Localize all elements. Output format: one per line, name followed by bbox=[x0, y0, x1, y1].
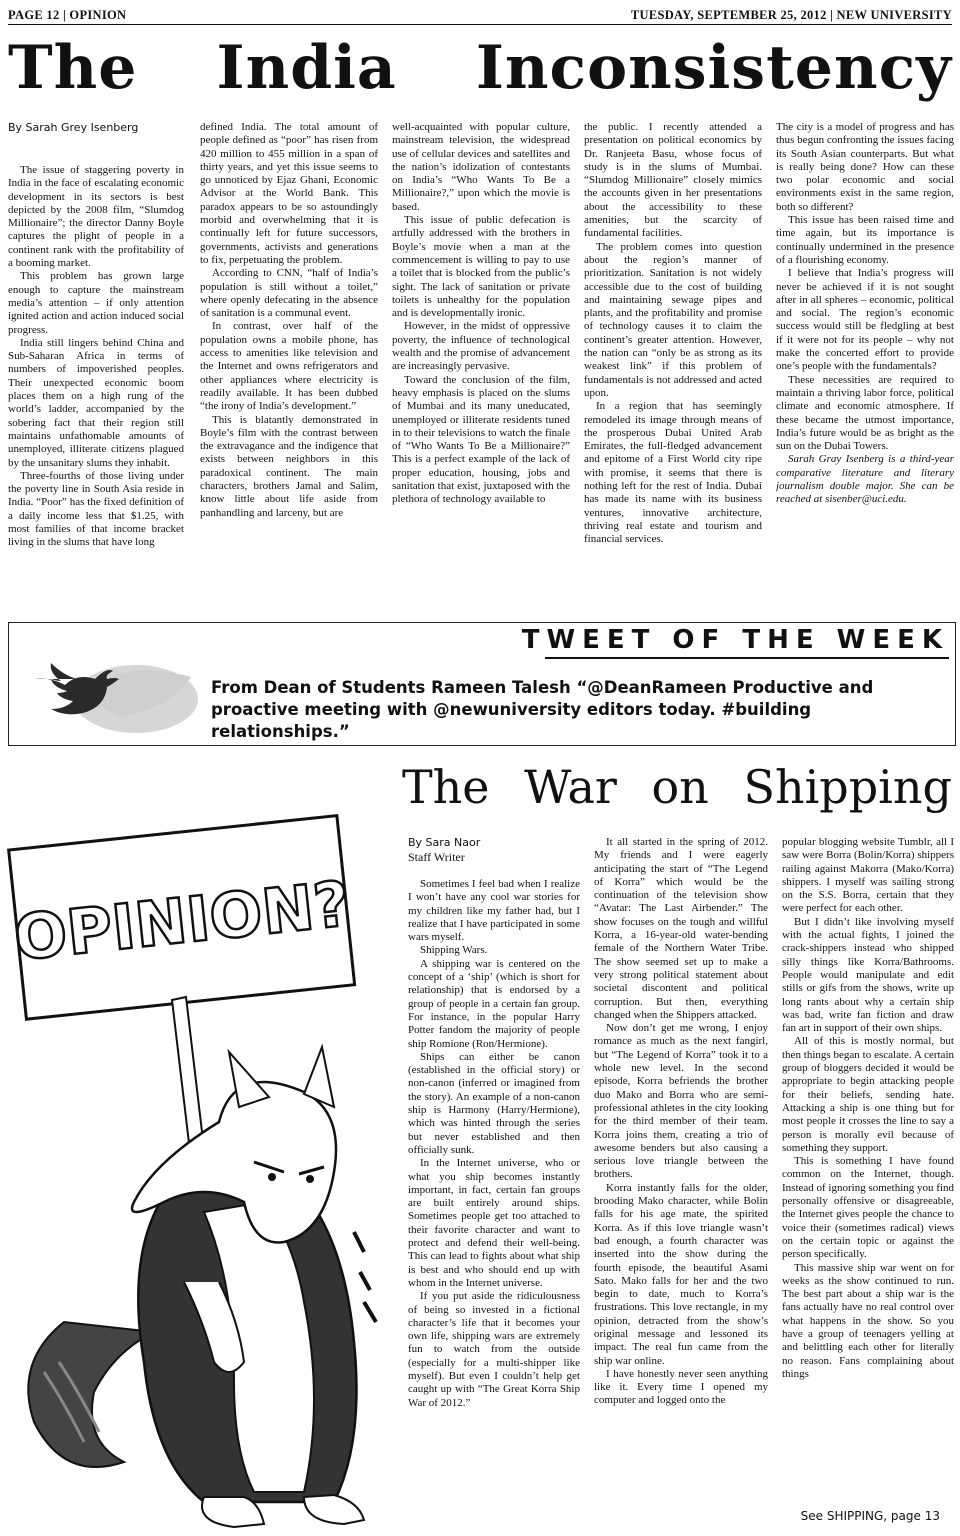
headline-word: Inconsistency bbox=[475, 33, 952, 103]
tweet-title-underline bbox=[545, 657, 949, 659]
paragraph: A shipping war is centered on the concept of a ‘ship’ (which is short for relationship) that is endorsed by a group of people in a certain fan group. For instance, in the popular Harry Potter fandom the majority of people ship Romione (Ron/Hermione). bbox=[408, 957, 580, 1050]
section-label: PAGE 12 | OPINION bbox=[8, 8, 127, 22]
paragraph: In the Internet universe, who or what you ship becomes instantly important, in fact, certain fan groups are built entirely around ships. Sometimes people get too attached to their favorite character and want to protect and defend their well-being. This can lead to fights about what ship is best and who should end up with whom in the Internet universe. bbox=[408, 1157, 580, 1289]
paragraph: The city is a model of progress and has thus begun confronting the issues facing its South Asian counterparts. But what is really being done? How can these two polar economic and social environments exist in the same region, both so different? bbox=[776, 121, 954, 213]
article2-column-2 bbox=[594, 836, 768, 1520]
paragraph: This massive ship war went on for weeks as the show continued to run. The best part about a ship war is the fans actually have no real control over what happens in the show. So you have a group of teenagers yelling at and belittling each other for literally no reason. Fans complaining about things bbox=[782, 1261, 954, 1380]
headline-word: Shipping bbox=[743, 760, 952, 814]
paragraph: This is blatantly demonstrated in Boyle’s film with the contrast between the extravagance and the indigence that exists between neighbors in this paradoxical continent. The main characters, brothers Jamal and Salim, know little about life aside from panhandling and larceny, but are bbox=[200, 413, 378, 519]
paragraph: well-acquainted with popular culture, mainstream television, the widespread use of cellular devices and satellites and the nation’s idolization of contestants on India’s “Who Wants To Be a Millionaire?,” upon which the movie is based. bbox=[392, 121, 570, 213]
article1-column-5 bbox=[776, 121, 954, 615]
paragraph: If you put aside the ridiculousness of being so invested in a fictional character’s life that it becomes your own life, shipping wars are extremely fun to watch from the outside (especially for a multi-shipper like myself). But even I couldn’t help get caught up with “The Great Korra Ship War of 2012.” bbox=[408, 1290, 580, 1409]
tweet-text: From Dean of Students Rameen Talesh “@DeanRameen Productive and proactive meeting with @newuniversity editors today. #building relationships.” bbox=[211, 678, 874, 741]
paragraph: However, in the midst of oppressive poverty, the influence of technological wealth and the promise of advancement are increasingly pervasive. bbox=[392, 320, 570, 373]
headline-word: The bbox=[402, 760, 490, 814]
paragraph: Now don’t get me wrong, I enjoy romance as much as the next fangirl, but “The Legend of Korra” took it to a whole new level. In the second episode, Korra befriends the brother duo Mako and Borra who are semi-professional athletes in the city looking for the third member of their team. Korra joins them, creating a trio of awesome benders but also causing a serious love triangle between the brothers. bbox=[594, 1022, 768, 1181]
paragraph: defined India. The total amount of people defined as “poor” has risen from 420 million to 455 million in a span of thirty years, and yet this issue seems to go unnoticed by Ejaz Ghani, Economic Advisor at the World Bank. This paradox appears to be so astoundingly morbid and overwhelming that it is continually left for future successors, governments, activists and generations to fix, perpetuating the problem. bbox=[200, 121, 378, 266]
paragraph: The issue of staggering poverty in India in the face of escalating economic development in its sectors is best depicted by the 2008 film, “Slumdog Millionaire”; the director Danny Boyle captures the plight of people in a continent rank with the profitability of a booming market. bbox=[8, 164, 184, 270]
paragraph: I have honestly never seen anything like it. Every time I opened my computer and logged onto the bbox=[594, 1367, 768, 1407]
paragraph: popular blogging website Tumblr, all I saw were Borra (Bolin/Korra) shippers railing against Makorra (Mako/Korra) shippers. I myself was sailing strong on the S.S. Borra, certain that they were perfect for each other. bbox=[782, 836, 954, 915]
paragraph: Three-fourths of those living under the poverty line in South Asia reside in India. “Poor” has the fixed definition of a daily income less that $1.25, with most families of that income bracket living in the slums that have long bbox=[8, 469, 184, 549]
continued-jump-line: See SHIPPING, page 13 bbox=[800, 1509, 940, 1523]
opinion-anteater-cartoon bbox=[4, 762, 404, 1532]
header-rule bbox=[8, 24, 952, 25]
byline-role: Staff Writer bbox=[408, 850, 465, 864]
paragraph: All of this is mostly normal, but then things began to escalate. A certain group of bloggers decided it would be appropriate to begin attacking people for their beliefs, sending hate. Attacking a ship is one thing but for most people it crosses the line to say a person is morally evil because of something they support. bbox=[782, 1035, 954, 1154]
article2-byline bbox=[408, 836, 584, 864]
paragraph: Korra instantly falls for the older, brooding Mako character, while Bolin falls for his age mate, the spirited Korra. As if this love triangle wasn’t bad enough, a fourth character was inserted into the show during the fourth episode, the beautiful Asami Sato. Mako falls for her and the two begin to date, much to Korra’s frustrations. This love rectangle, in my opinion, detracted from the show’s original message and lessoned its impact. The real fun came from the ship war online. bbox=[594, 1181, 768, 1367]
sign-text: OPINION? bbox=[10, 866, 354, 975]
article1-headline bbox=[8, 28, 952, 108]
paragraph: I believe that India’s progress will never be achieved if it is not sought after in all spheres – economic, political and social. The region’s economic success would still be fledgling at best if it were not for its people – why not make the concerted effort to provide one’s people with the fundamentals? bbox=[776, 267, 954, 373]
paragraph: According to CNN, “half of India’s population is still without a toilet,” where openly defecating in the absence of sanitation is a communal event. bbox=[200, 267, 378, 320]
headline-word: War bbox=[524, 760, 617, 814]
paragraph: India still lingers behind China and Sub-Saharan Africa in terms of numbers of impoverished peoples. Their unexpected economic boom places them on a high rung of the world’s ladder, accompanied by the sobering fact that their region still maintains unfathomable amounts of unemployed, illiterate citizens plagued by the unsanitary slums they inhabit. bbox=[8, 336, 184, 469]
article1-column-2 bbox=[200, 121, 378, 613]
paragraph: This issue has been raised time and time again, but its importance is continually undermined in the presence of a flourishing economy. bbox=[776, 214, 954, 266]
paragraph: the public. I recently attended a presentation on political economics by Dr. Ranjeeta Basu, whose focus of study is in the slums of Mumbai. “Slumdog Millionaire” closely mimics the accounts given in her presentations about the accessibility to these amenities, but the scarcity of fundamental facilities. bbox=[584, 121, 762, 240]
byline-name: By Sara Naor bbox=[408, 836, 481, 849]
paragraph: This problem has grown large enough to capture the mainstream media’s attention – if only attention ignited action and action induced social progress. bbox=[8, 270, 184, 336]
paragraph: This is something I have found common on the Internet, though. Instead of ignoring something you find personally offensive or disagreeable, the Internet gives people the chance to voice their (sometimes radical) views on the certain topic or against the person specifically. bbox=[782, 1155, 954, 1261]
paragraph: Ships can either be canon (established in the official story) or non-canon (inferred or imagined from the story). An example of a non-canon ship is Harmony (Harry/Hermione), which was hinted through the series but never established and then officially sunk. bbox=[408, 1050, 580, 1156]
article2-column-1 bbox=[408, 878, 580, 1518]
paragraph: This issue of public defecation is artfully addressed with the brothers in Boyle’s movie when a man at the commencement is willing to pay to use a toilet that is blocked from the public’s sight. The lack of sanitation or private toilets is unhealthy for the population and is developmentally ironic. bbox=[392, 214, 570, 320]
paragraph: But I didn’t like involving myself with the actual fights, I joined the crack-shippers instead who shipped silly things like Korra/Bathrooms. People would manipulate and edit stills or gifs from the shows, write up long rants about why a certain ship was bad, write fan fiction and draw fan art in support of their own ships. bbox=[782, 915, 954, 1035]
sign-board bbox=[5, 815, 358, 1019]
paragraph: The problem comes into question about the region’s manner of prioritization. Sanitation is not widely accessible due to the cost of building and maintaining sewage pipes and plants, and the profitability and promise of technology causes it to claim the continent’s greater attention. However, the nation can “only be as strong as its weakest link” if this problem of fundamentals is not addressed and acted upon. bbox=[584, 240, 762, 399]
tweet-section-title: TWEET OF THE WEEK bbox=[521, 625, 949, 655]
date-publication: TUESDAY, SEPTEMBER 25, 2012 | NEW UNIVERSITY bbox=[630, 8, 952, 22]
tweet-of-the-week-box bbox=[8, 622, 956, 746]
article1-column-1 bbox=[8, 164, 184, 614]
paragraph: In contrast, over half of the population owns a mobile phone, has access to amenities like television and the Internet and owns refrigerators and other appliances where electricity is readily available. It has been dubbed “the irony of India’s development.” bbox=[200, 320, 378, 413]
article1-byline: By Sarah Grey Isenberg bbox=[8, 121, 139, 134]
paragraph: Toward the conclusion of the film, heavy emphasis is placed on the slums of Mumbai and its many uneducated, unemployed or illiterate residents tuned in to their televisions to watch the finale of “Who Wants To Be a Millionaire?” This is a perfect example of the lack of proper education, housing, jobs and sanitation that exist, juxtaposed with the plethora of technology available to bbox=[392, 373, 570, 506]
paragraph: These necessities are required to maintain a thriving labor force, political climate and economic atmosphere. If these became the utmost importance, India’s future would be as bright as the sun on the Dubai Towers. bbox=[776, 373, 954, 453]
headline-word: India bbox=[216, 33, 397, 103]
paragraph: It all started in the spring of 2012. My friends and I were eagerly anticipating the start of “The Legend of Korra” which would be the continuation of the television show “Avatar: The Last Airbender.” The show focuses on the tough and willful Korra, a 16-year-old water-bending female of the Northern Water Tribe. The show seemed set up to make a very strong political statement about societal discontent and political corruption. But then, everything changed when the Shippers attacked. bbox=[594, 836, 768, 1021]
article1-column-3 bbox=[392, 121, 570, 613]
article2-headline bbox=[402, 754, 952, 820]
headline-word: The bbox=[8, 33, 138, 103]
paragraph: Sometimes I feel bad when I realize I won’t have any cool war stories for my children like my father had, but I realize that I have participated in some wars myself. bbox=[408, 878, 580, 944]
author-bio: Sarah Gray Isenberg is a third-year comparative literature and literary journalism double major. She can be reached at sisenber@uci.edu. bbox=[776, 453, 954, 506]
paragraph: Shipping Wars. bbox=[420, 944, 488, 957]
twitter-bird-icon bbox=[21, 637, 211, 737]
article2-column-3 bbox=[782, 836, 954, 1502]
paragraph: In a region that has seemingly remodeled its image through means of the prosperous Dubai United Arab Emirates, the full-fledged advancement and epitome of a First World city ripe with promise, it seems that there is nothing left for the rest of India. Dubai has made its name with its business ventures, innovative architecture, thriving real estate and tourism and financial services. bbox=[584, 400, 762, 546]
article1-column-4 bbox=[584, 121, 762, 613]
headline-word: on bbox=[651, 760, 709, 814]
